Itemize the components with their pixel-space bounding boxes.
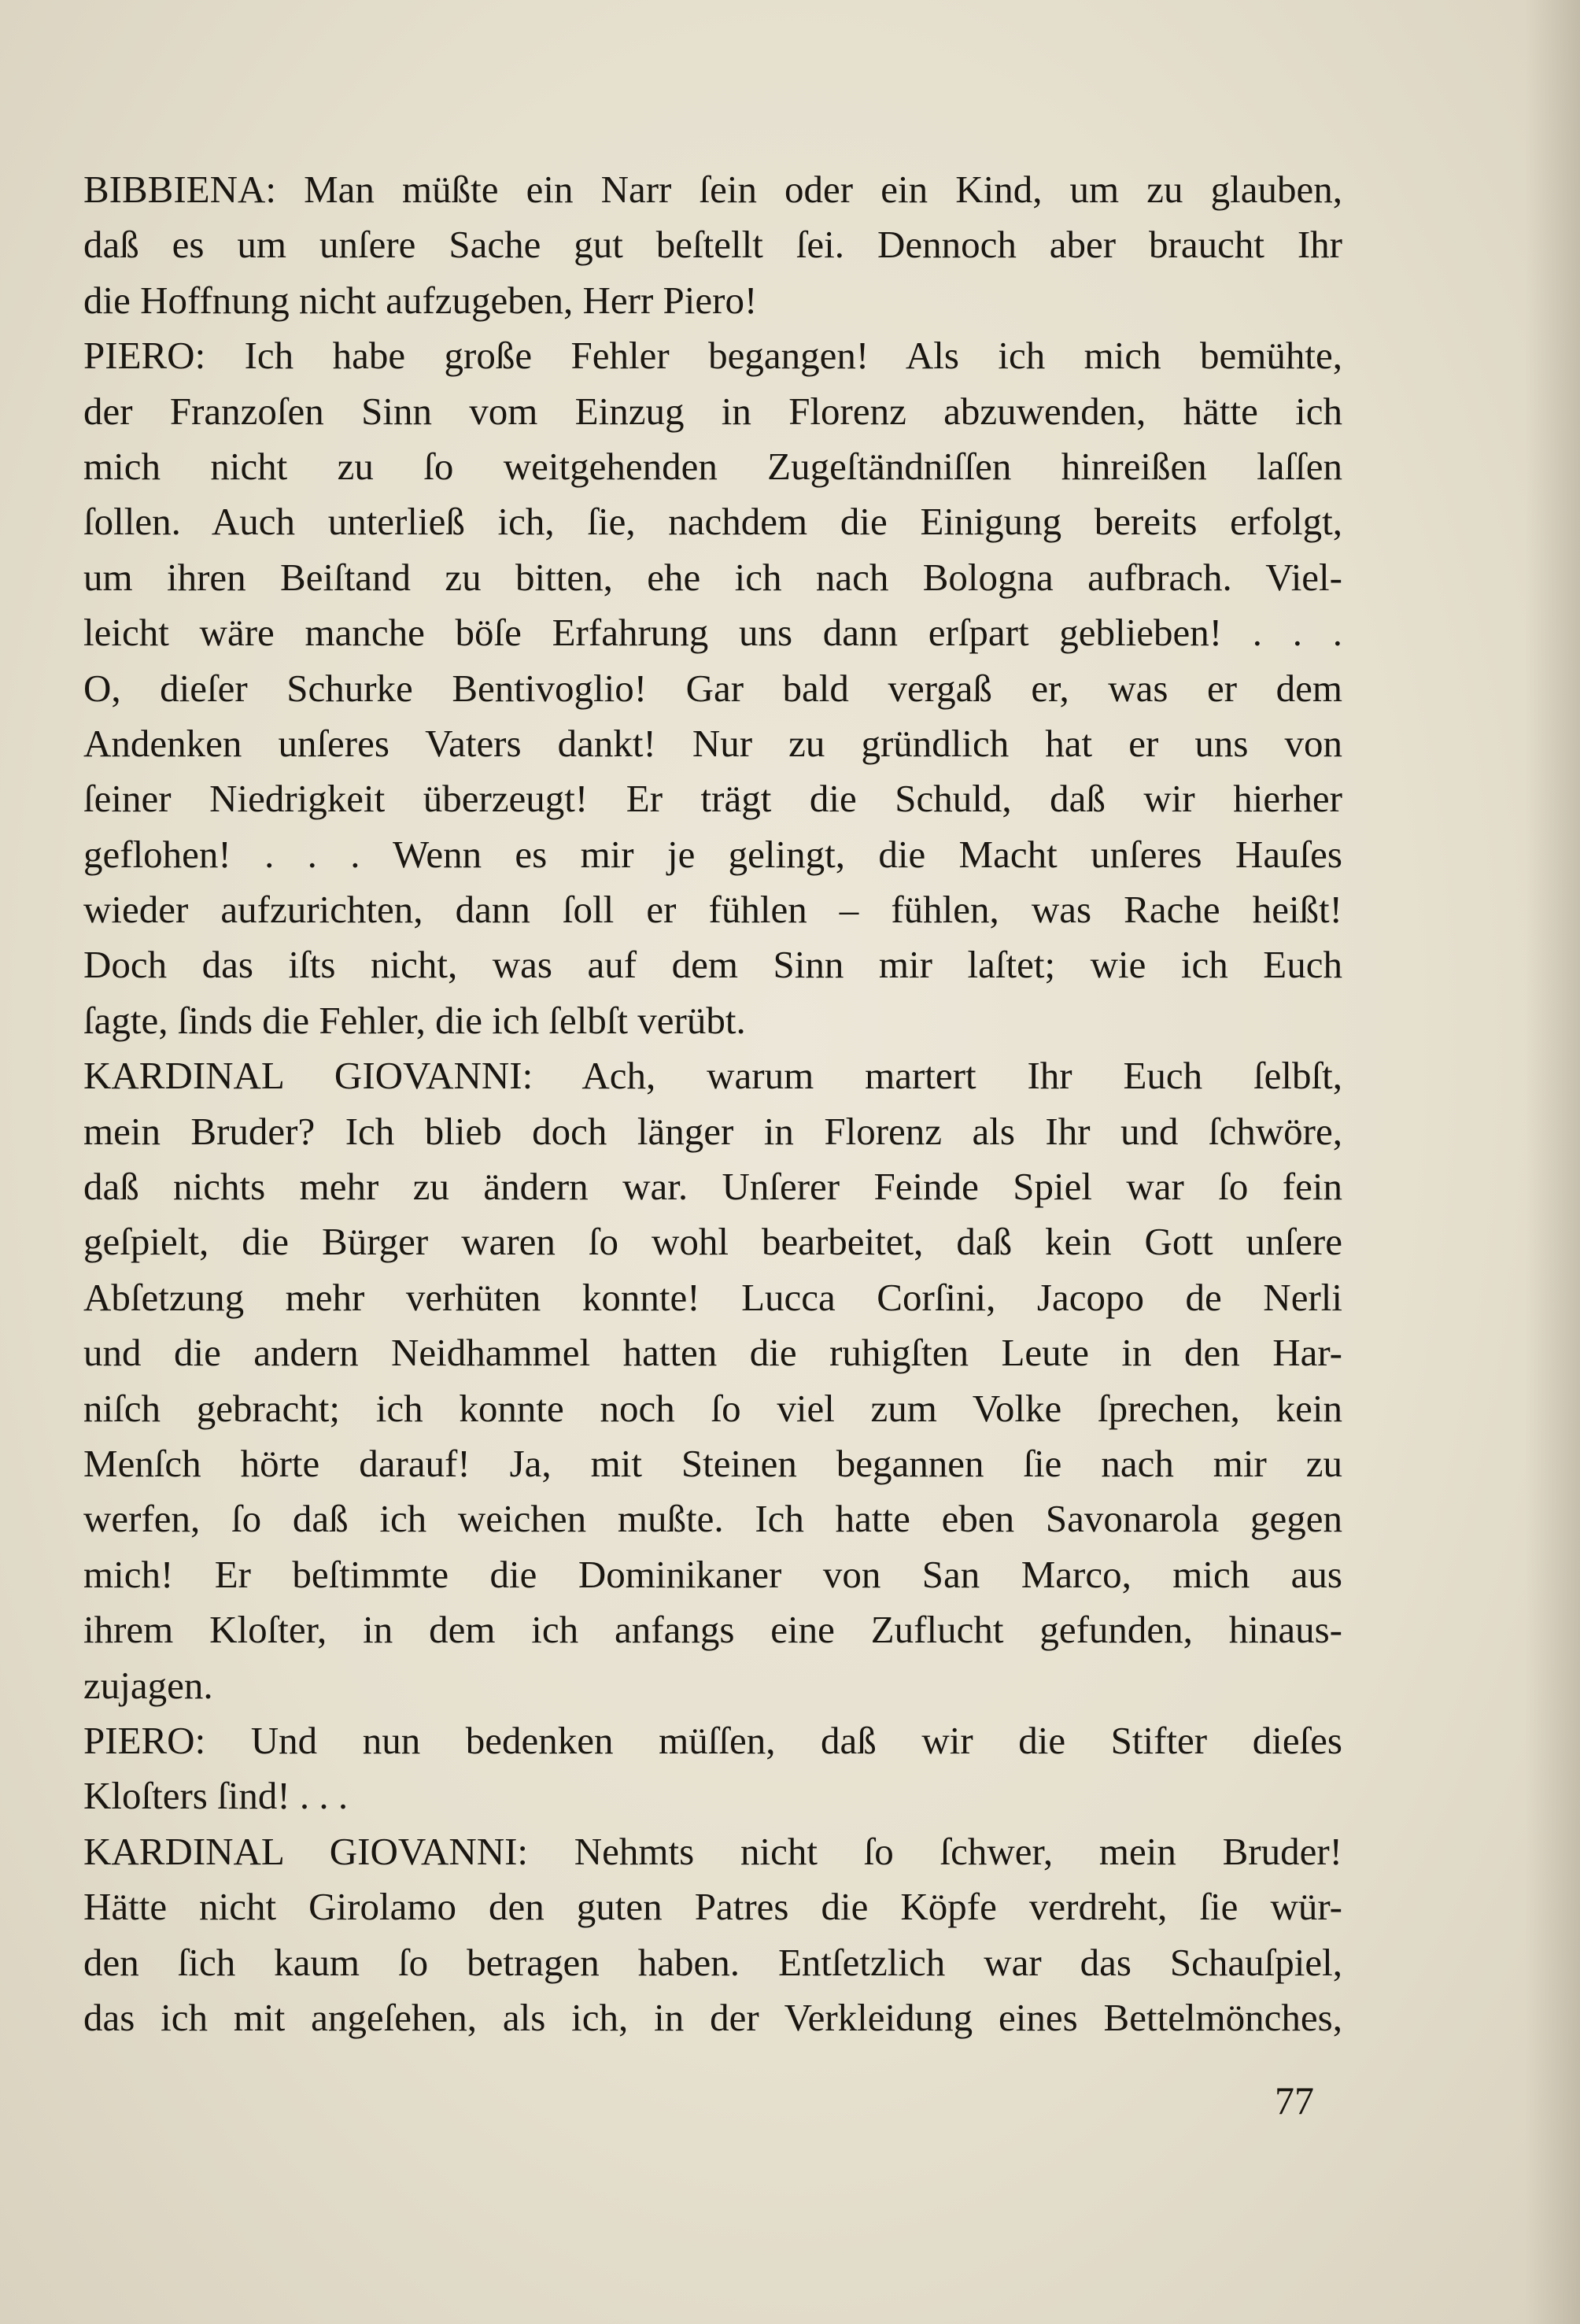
text-line: niſch gebracht; ich konnte noch ſo viel zum Volke ſprechen, kein — [83, 1386, 1342, 1430]
text-line: um ihren Beiſtand zu bitten, ehe ich nach Bologna aufbrach. Viel- — [83, 555, 1342, 599]
text-line: mein Bruder? Ich blieb doch länger in Florenz als Ihr und ſchwöre, — [83, 1109, 1342, 1153]
text-line: der Franzoſen Sinn vom Einzug in Florenz abzuwenden, hätte ich — [83, 389, 1342, 433]
text-line: KARDINAL GIOVANNI: Nehmts nicht ſo ſchwer, mein Bruder! — [83, 1829, 1342, 1873]
text-line: geſpielt, die Bürger waren ſo wohl bearbeitet, daß kein Gott unſere — [83, 1220, 1342, 1264]
text-line: das ich mit angeſehen, als ich, in der Verkleidung eines Bettelmönches, — [83, 1995, 1342, 2039]
text-line: daß nichts mehr zu ändern war. Unſerer Feinde Spiel war ſo fein — [83, 1165, 1342, 1209]
text-line: Andenken unſeres Vaters dankt! Nur zu gründlich hat er uns von — [83, 721, 1342, 765]
text-line: zujagen. — [83, 1663, 213, 1707]
text-line: Doch das iſts nicht, was auf dem Sinn mir laſtet; wie ich Euch — [83, 943, 1342, 987]
page-number: 77 — [1275, 2078, 1314, 2123]
text-line: und die andern Neidhammel hatten die ruhigſten Leute in den Har- — [83, 1331, 1342, 1375]
text-line: mich nicht zu ſo weitgehenden Zugeſtändniſſen hinreißen laſſen — [83, 444, 1342, 488]
text-line: Hätte nicht Girolamo den guten Patres die Köpfe verdreht, ſie wür- — [83, 1885, 1342, 1929]
text-line: geflohen! . . . Wenn es mir je gelingt, die Macht unſeres Hauſes — [83, 832, 1342, 876]
text-line: daß es um unſere Sache gut beſtellt ſei. Dennoch aber braucht Ihr — [83, 223, 1342, 267]
page-body-text — [83, 162, 1342, 2045]
text-line: BIBBIENA: Man müßte ein Narr ſein oder ein Kind, um zu glauben, — [83, 168, 1342, 211]
text-line: PIERO: Ich habe große Fehler begangen! Als ich mich bemühte, — [83, 334, 1342, 378]
text-line: ihrem Kloſter, in dem ich anfangs eine Zuflucht gefunden, hinaus- — [83, 1608, 1342, 1652]
text-line: Menſch hörte darauf! Ja, mit Steinen begannen ſie nach mir zu — [83, 1441, 1342, 1485]
text-line: ſollen. Auch unterließ ich, ſie, nachdem die Einigung bereits erfolgt, — [83, 500, 1342, 544]
text-line: mich! Er beſtimmte die Dominikaner von San Marco, mich aus — [83, 1552, 1342, 1596]
text-line: leicht wäre manche böſe Erfahrung uns dann erſpart geblieben! . . . — [83, 611, 1342, 655]
text-line: O, dieſer Schurke Bentivoglio! Gar bald vergaß er, was er dem — [83, 666, 1342, 710]
text-line: Kloſters ſind! . . . — [83, 1774, 349, 1818]
page-edge-shadow — [1525, 0, 1580, 2324]
text-line: wieder aufzurichten, dann ſoll er fühlen – fühlen, was Rache heißt! — [83, 888, 1342, 932]
text-line: Abſetzung mehr verhüten konnte! Lucca Corſini, Jacopo de Nerli — [83, 1275, 1342, 1319]
text-line: KARDINAL GIOVANNI: Ach, warum martert Ihr Euch ſelbſt, — [83, 1054, 1342, 1098]
text-line: werfen, ſo daß ich weichen mußte. Ich hatte eben Savonarola gegen — [83, 1497, 1342, 1541]
text-line: PIERO: Und nun bedenken müſſen, daß wir die Stifter dieſes — [83, 1718, 1342, 1762]
text-line: ſagte, ſinds die Fehler, die ich ſelbſt verübt. — [83, 998, 746, 1042]
text-line: den ſich kaum ſo betragen haben. Entſetzlich war das Schauſpiel, — [83, 1940, 1342, 1984]
text-line: die Hoffnung nicht aufzugeben, Herr Piero! — [83, 278, 758, 322]
text-line: ſeiner Niedrigkeit überzeugt! Er trägt die Schuld, daß wir hierher — [83, 777, 1342, 821]
